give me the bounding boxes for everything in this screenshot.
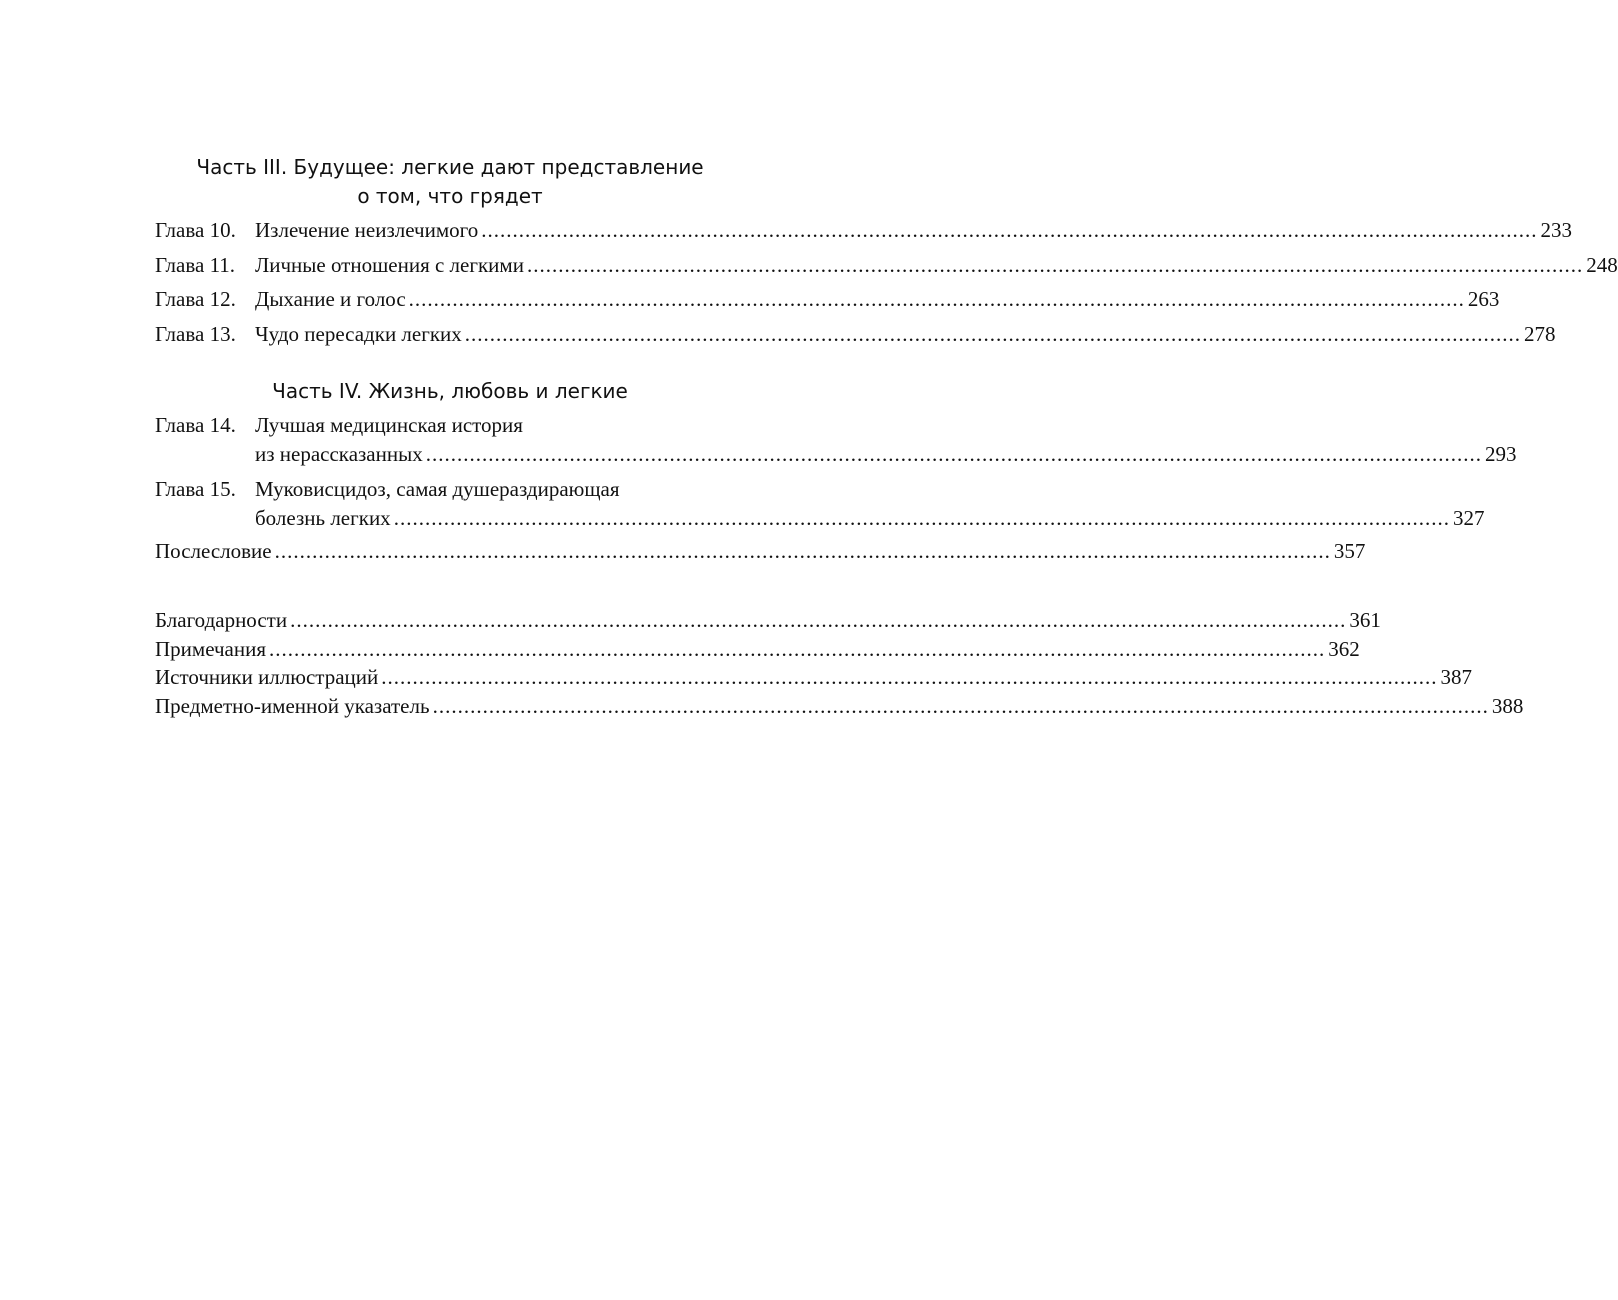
chapter-number: Глава 11.	[155, 253, 236, 277]
entry-title: Послесловие	[155, 539, 272, 563]
chapter-title-line1: Лучшая медицинская история	[255, 413, 523, 437]
page-number: 387	[1440, 665, 1472, 689]
part-3-title-line2: о том, что грядет	[357, 184, 543, 208]
chapter-number: Глава 10.	[155, 218, 236, 242]
toc-entry-chapter-11[interactable]	[155, 251, 1618, 280]
toc-entry-afterword[interactable]	[155, 537, 1366, 566]
page-number: 278	[1524, 322, 1556, 346]
entry-title: Примечания	[155, 637, 267, 661]
part-4-title: Часть IV. Жизнь, любовь и легкие	[272, 379, 628, 403]
dot-leader: .........................................................................................................................................................................	[381, 665, 1438, 689]
chapter-title: Дыхание и голос	[255, 287, 406, 311]
page-number: 388	[1491, 694, 1524, 718]
page-number: 233	[1540, 218, 1572, 242]
dot-leader: .........................................................................................................................................................................	[393, 506, 1450, 530]
chapter-number: Глава 13.	[155, 322, 236, 346]
page-number: 248	[1586, 253, 1618, 277]
chapter-title-line2: из нерассказанных	[255, 442, 423, 466]
toc-entry-index[interactable]	[155, 692, 1524, 721]
dot-leader: .........................................................................................................................................................................	[274, 539, 1331, 563]
chapter-title: Излечение неизлечимого	[255, 218, 479, 242]
dot-leader: .........................................................................................................................................................................	[481, 218, 1538, 242]
entry-title: Благодарности	[155, 608, 288, 632]
chapter-number: Глава 12.	[155, 287, 236, 311]
chapter-title: Личные отношения с легкими	[255, 253, 524, 277]
dot-leader: .........................................................................................................................................................................	[526, 253, 1584, 277]
entry-title: Предметно-именной указатель	[155, 694, 430, 718]
toc-entry-chapter-12[interactable]	[155, 285, 1500, 314]
toc-entry-illustration-sources[interactable]	[155, 663, 1472, 692]
dot-leader: .........................................................................................................................................................................	[464, 322, 1522, 346]
page-number: 327	[1452, 506, 1485, 530]
page-number: 263	[1467, 287, 1500, 311]
page-number: 361	[1349, 608, 1381, 632]
chapter-title: Чудо пересадки легких	[255, 322, 462, 346]
part-4-heading	[100, 377, 800, 406]
dot-leader: .........................................................................................................................................................................	[408, 287, 1465, 311]
page-number: 293	[1484, 442, 1517, 466]
dot-leader: .........................................................................................................................................................................	[290, 608, 1347, 632]
page-number: 357	[1333, 539, 1366, 563]
chapter-number: Глава 15.	[155, 477, 236, 501]
toc-entry-chapter-10[interactable]	[155, 216, 1572, 245]
toc-entry-chapter-14[interactable]	[155, 411, 1517, 469]
toc-entry-chapter-15[interactable]	[155, 475, 1485, 533]
toc-entry-chapter-13[interactable]	[155, 320, 1556, 349]
chapter-number: Глава 14.	[155, 413, 236, 437]
chapter-title-line2: болезнь легких	[255, 506, 391, 530]
dot-leader: .........................................................................................................................................................................	[425, 442, 1482, 466]
dot-leader: .........................................................................................................................................................................	[269, 637, 1326, 661]
toc-entry-notes[interactable]	[155, 635, 1360, 664]
toc-entry-acknowledgements[interactable]	[155, 606, 1381, 635]
part-3-heading	[100, 153, 800, 211]
part-3-title-line1: Часть III. Будущее: легкие дают представление	[196, 155, 704, 179]
page-number: 362	[1328, 637, 1360, 661]
chapter-title-line1: Муковисцидоз, самая душераздирающая	[255, 477, 620, 501]
dot-leader: .........................................................................................................................................................................	[432, 694, 1489, 718]
entry-title: Источники иллюстраций	[155, 665, 379, 689]
